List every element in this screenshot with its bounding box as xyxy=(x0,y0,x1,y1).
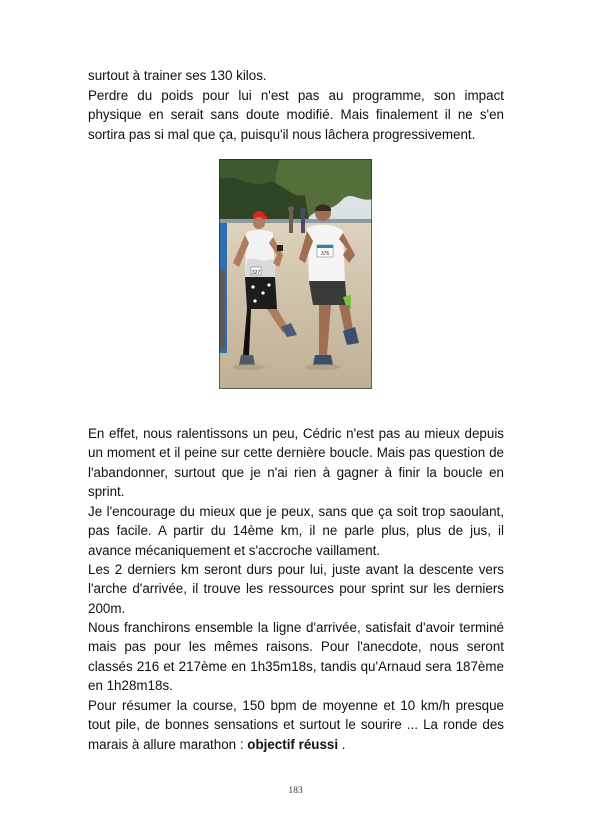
paragraph-slowdown: En effet, nous ralentissons un peu, Cédric n'est pas au mieux depuis un moment et il peine sur cette dernière boucle. Mais pas question de l'abandonner, surtout que je n'ai rien à gagner à finir la boucle en sprint. xyxy=(88,426,504,499)
paragraph-finish: Nous franchirons ensemble la ligne d'arrivée, satisfait d'avoir terminé mais pas pour les mêmes raisons. Pour l'anecdote, nous seront classés 216 et 217ème en 1h35m18s, tandis qu'Arnaud sera 187ème en 1h28m18s. xyxy=(88,620,504,693)
paragraph-last-km: Les 2 derniers km seront durs pour lui, juste avant la descente vers l'arche d'arrivée, il trouve les ressources pour sprint sur les derniers 200m. xyxy=(88,562,504,616)
paragraph-encourage: Je l'encourage du mieux que je peux, sans que ça soit trop saoulant, pas facile. A partir du 14ème km, il ne parle plus, plus de jus, il avance mécaniquement et s'accroche vaillament. xyxy=(88,504,504,558)
bib-number-left: 327 xyxy=(251,270,261,276)
page-number: 183 xyxy=(288,786,303,796)
paragraph-weight: Perdre du poids pour lui n'est pas au programme, son impact physique en serait sans doute modifié. Mais finalement il ne s'en sortira pas si mal que ça, puisqu'il nous lâchera progressivement. xyxy=(88,88,504,142)
paragraph-intro-end: surtout à trainer ses 130 kilos. xyxy=(88,68,267,83)
summary-end: . xyxy=(338,736,346,752)
bib-number-right: 376 xyxy=(320,251,330,257)
race-photo xyxy=(219,159,372,389)
summary-bold-objective: objectif réussi xyxy=(247,736,339,752)
paragraph-summary xyxy=(88,696,504,754)
summary-text: Pour résumer la course, 150 bpm de moyenne et 10 km/h presque tout pile, de bonnes sensations et surtout le sourire ... La ronde des marais à allure marathon : xyxy=(88,698,504,752)
